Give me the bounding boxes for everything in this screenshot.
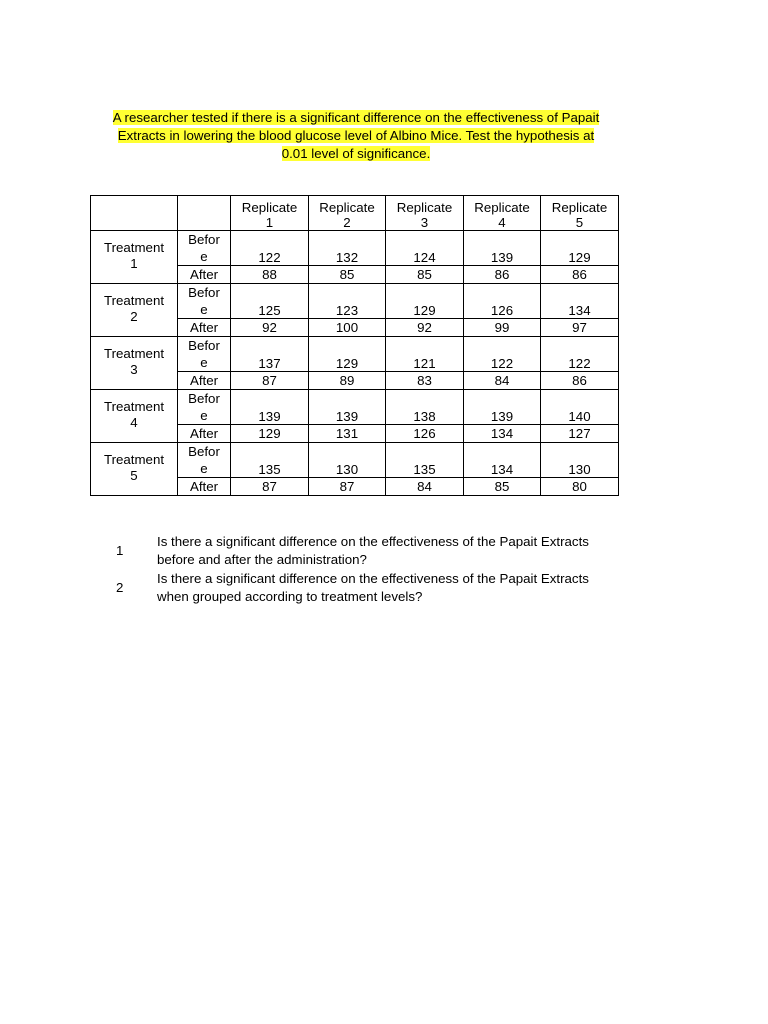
after-value-cell: 87 xyxy=(309,478,386,496)
after-label: After xyxy=(178,372,231,390)
problem-line-3: 0.01 level of significance. xyxy=(281,146,431,161)
question-item xyxy=(110,570,630,606)
header-empty-cell xyxy=(91,196,178,231)
treatment-label: Treatment 4 xyxy=(91,390,178,443)
after-value-cell: 85 xyxy=(386,266,464,284)
header-replicate-3: Replicate 3 xyxy=(386,196,464,231)
before-value-cell: 134 xyxy=(464,443,541,478)
before-label: Befor e xyxy=(178,231,231,266)
treatment-label: Treatment 1 xyxy=(91,231,178,284)
treatment-label: Treatment 5 xyxy=(91,443,178,496)
before-value-cell: 129 xyxy=(541,231,619,266)
treatment-label: Treatment 3 xyxy=(91,337,178,390)
after-value-cell: 87 xyxy=(231,478,309,496)
before-label: Befor e xyxy=(178,284,231,319)
table-row xyxy=(91,390,619,425)
after-value-cell: 85 xyxy=(309,266,386,284)
before-value-cell: 121 xyxy=(386,337,464,372)
table-row xyxy=(91,337,619,372)
after-value-cell: 84 xyxy=(464,372,541,390)
before-value-cell: 139 xyxy=(464,390,541,425)
after-value-cell: 85 xyxy=(464,478,541,496)
question-number: 2 xyxy=(116,580,124,595)
after-value-cell: 87 xyxy=(231,372,309,390)
after-value-cell: 134 xyxy=(464,425,541,443)
table-header-row xyxy=(91,196,619,231)
after-value-cell: 92 xyxy=(386,319,464,337)
after-value-cell: 100 xyxy=(309,319,386,337)
before-value-cell: 139 xyxy=(464,231,541,266)
before-value-cell: 134 xyxy=(541,284,619,319)
after-value-cell: 86 xyxy=(464,266,541,284)
problem-line-2: Extracts in lowering the blood glucose level of Albino Mice. Test the hypothesis at xyxy=(117,128,595,143)
after-value-cell: 83 xyxy=(386,372,464,390)
after-value-cell: 86 xyxy=(541,372,619,390)
before-value-cell: 125 xyxy=(231,284,309,319)
before-label: Befor e xyxy=(178,390,231,425)
problem-line-1: A researcher tested if there is a significant difference on the effectiveness of Papait xyxy=(112,110,600,125)
after-value-cell: 129 xyxy=(231,425,309,443)
header-empty-cell xyxy=(178,196,231,231)
before-value-cell: 135 xyxy=(231,443,309,478)
before-value-cell: 138 xyxy=(386,390,464,425)
before-value-cell: 139 xyxy=(231,390,309,425)
after-value-cell: 126 xyxy=(386,425,464,443)
before-value-cell: 122 xyxy=(464,337,541,372)
before-label: Befor e xyxy=(178,337,231,372)
question-text: Is there a significant difference on the effectiveness of the Papait Extracts when grouped according to treatment levels? xyxy=(157,571,589,604)
after-value-cell: 131 xyxy=(309,425,386,443)
header-replicate-2: Replicate 2 xyxy=(309,196,386,231)
table-row xyxy=(91,231,619,266)
after-label: After xyxy=(178,266,231,284)
after-value-cell: 92 xyxy=(231,319,309,337)
before-value-cell: 135 xyxy=(386,443,464,478)
before-value-cell: 126 xyxy=(464,284,541,319)
before-value-cell: 130 xyxy=(541,443,619,478)
after-value-cell: 86 xyxy=(541,266,619,284)
after-value-cell: 97 xyxy=(541,319,619,337)
after-value-cell: 80 xyxy=(541,478,619,496)
before-value-cell: 140 xyxy=(541,390,619,425)
table-row xyxy=(91,443,619,478)
after-label: After xyxy=(178,319,231,337)
before-value-cell: 124 xyxy=(386,231,464,266)
before-value-cell: 139 xyxy=(309,390,386,425)
question-number: 1 xyxy=(116,543,124,558)
after-value-cell: 88 xyxy=(231,266,309,284)
questions-list xyxy=(110,533,630,607)
before-label: Befor e xyxy=(178,443,231,478)
header-replicate-4: Replicate 4 xyxy=(464,196,541,231)
before-value-cell: 122 xyxy=(541,337,619,372)
header-replicate-1: Replicate 1 xyxy=(231,196,309,231)
header-replicate-5: Replicate 5 xyxy=(541,196,619,231)
after-value-cell: 89 xyxy=(309,372,386,390)
before-value-cell: 130 xyxy=(309,443,386,478)
after-value-cell: 127 xyxy=(541,425,619,443)
after-value-cell: 84 xyxy=(386,478,464,496)
before-value-cell: 132 xyxy=(309,231,386,266)
before-value-cell: 137 xyxy=(231,337,309,372)
before-value-cell: 129 xyxy=(309,337,386,372)
question-text: Is there a significant difference on the effectiveness of the Papait Extracts before and after the administration? xyxy=(157,534,589,567)
before-value-cell: 123 xyxy=(309,284,386,319)
problem-statement xyxy=(96,109,616,163)
after-label: After xyxy=(178,425,231,443)
table-row xyxy=(91,284,619,319)
glucose-data-table xyxy=(90,195,619,496)
after-label: After xyxy=(178,478,231,496)
after-value-cell: 99 xyxy=(464,319,541,337)
before-value-cell: 129 xyxy=(386,284,464,319)
treatment-label: Treatment 2 xyxy=(91,284,178,337)
question-item xyxy=(110,533,630,569)
before-value-cell: 122 xyxy=(231,231,309,266)
